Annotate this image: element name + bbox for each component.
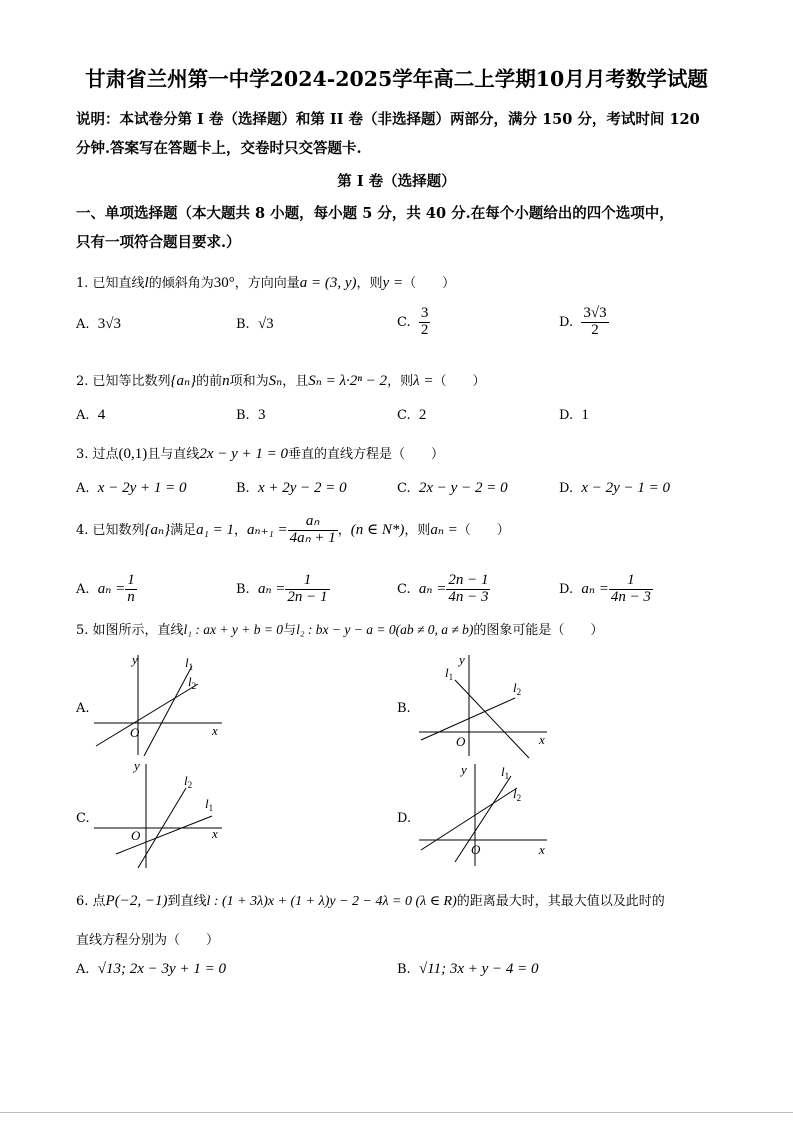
fraction xyxy=(419,306,431,339)
origin-label: O xyxy=(130,725,140,740)
q4-recurrence-fraction xyxy=(288,514,338,547)
q2-option-a xyxy=(76,407,105,424)
q1-line-symbol: l xyxy=(144,275,149,291)
denominator: 4n − 3 xyxy=(448,588,489,605)
option-value: 3√3 xyxy=(97,316,122,332)
option-lhs: aₙ = xyxy=(257,580,286,597)
q4-text-4: ， xyxy=(337,522,351,538)
line-l2 xyxy=(421,698,515,740)
option-label: D. xyxy=(559,581,574,597)
fraction xyxy=(581,306,608,339)
question-3-stem xyxy=(76,443,444,463)
option-label: A. xyxy=(76,481,90,496)
q4-option-b xyxy=(236,573,330,606)
q4-text-5: ，则 xyxy=(404,522,431,538)
q2-option-d xyxy=(559,407,589,424)
q1-option-b xyxy=(236,316,274,333)
x-axis-label: x xyxy=(539,842,545,857)
question-4-stem xyxy=(76,514,510,547)
q6-text-2: 到直线 xyxy=(167,894,207,909)
q1-y: y = xyxy=(382,275,404,291)
q4-option-d xyxy=(559,573,653,606)
q4-an: aₙ = xyxy=(430,521,458,538)
option-label: B. xyxy=(236,408,250,423)
fraction xyxy=(125,573,137,606)
fraction xyxy=(609,573,653,606)
y-axis-label: y xyxy=(132,652,138,667)
q4-recurrence-lhs: aₙ₊₁ = xyxy=(247,521,288,538)
q1-text-1: 1. 已知直线 xyxy=(76,276,145,291)
q1-text-3: ，方向向量 xyxy=(234,276,300,291)
l2-label xyxy=(188,674,196,691)
q2-text-5: ，则 xyxy=(387,374,414,389)
fraction xyxy=(446,573,490,606)
option-value: 1 xyxy=(581,407,589,423)
q6-text-1: 6. 点 xyxy=(76,894,106,909)
q2-n: n xyxy=(222,373,230,389)
l2-subscript: 2 xyxy=(516,793,522,803)
x-axis-label: x xyxy=(539,732,545,747)
option-value: 2x − y − 2 = 0 xyxy=(418,480,508,496)
q2-text-1: 2. 已知等比数列 xyxy=(76,374,171,389)
option-label: C. xyxy=(397,581,411,597)
q3-text-2: 且与直线 xyxy=(147,447,200,462)
denominator: 4aₙ + 1 xyxy=(289,529,336,546)
q5-text-3: 的图象可能是（ ） xyxy=(473,623,604,638)
graph-option-c xyxy=(88,758,228,870)
l2-subscript: 2 xyxy=(191,681,197,691)
q4-bracket: （ ） xyxy=(457,522,510,538)
q4-text-1: 4. 已知数列 xyxy=(76,522,145,538)
q5-l2-equation: l₂ : bx − y − a = 0(ab ≠ 0, a ≠ b) xyxy=(296,622,474,637)
option-value: √11; 3x + y − 4 = 0 xyxy=(418,961,539,977)
q5-option-a-label: A. xyxy=(76,701,90,716)
q2-text-4: ，且 xyxy=(282,374,309,389)
l2-letter: l xyxy=(184,773,188,788)
section-heading-line-2: 只有一项符合题目要求.） xyxy=(76,234,241,251)
q3-text-1: 3. 过点 xyxy=(76,447,119,462)
question-1-stem xyxy=(76,272,455,292)
q1-option-a xyxy=(76,316,121,333)
q2-text-3: 项和为 xyxy=(229,374,269,389)
origin-label: O xyxy=(456,734,466,749)
q2-option-c xyxy=(397,407,426,424)
q3-point: (0,1) xyxy=(118,446,148,462)
q3-option-c xyxy=(397,480,508,497)
numerator: aₙ xyxy=(288,514,338,531)
q5-text-1: 5. 如图所示，直线 xyxy=(76,623,184,638)
q1-angle: 30° xyxy=(213,275,235,291)
q6-option-a xyxy=(76,961,226,978)
l1-letter: l xyxy=(185,655,189,670)
l1-subscript: 1 xyxy=(504,771,510,781)
instructions-line-2: 分钟.答案写在答题卡上，交卷时只交答题卡. xyxy=(76,140,362,157)
l1-label xyxy=(445,665,453,682)
q2-option-b xyxy=(236,407,265,424)
numerator: 2n − 1 xyxy=(448,572,489,588)
option-value: x − 2y + 1 = 0 xyxy=(97,480,187,496)
origin-label: O xyxy=(131,828,141,843)
q4-a1: a₁ = 1 xyxy=(196,521,234,538)
option-label: A. xyxy=(76,581,90,597)
option-value: 2 xyxy=(418,407,427,423)
q4-text-2: 满足 xyxy=(170,522,197,538)
l2-label xyxy=(513,680,521,697)
q3-option-d xyxy=(559,480,670,497)
l1-letter: l xyxy=(501,764,505,779)
option-label: B. xyxy=(236,481,250,496)
q1-text-2: 的倾斜角为 xyxy=(148,276,214,291)
part-title: 第 I 卷（选择题） xyxy=(337,173,456,190)
graph-option-b xyxy=(415,650,555,760)
q1-option-d xyxy=(559,306,609,339)
denominator: 2 xyxy=(420,321,429,338)
option-lhs: aₙ = xyxy=(418,580,447,597)
denominator: 2n − 1 xyxy=(287,588,328,605)
q5-text-2: 与 xyxy=(283,623,297,638)
q1-text-4: ，则 xyxy=(356,276,383,291)
option-value: x + 2y − 2 = 0 xyxy=(257,480,347,496)
question-6-stem xyxy=(76,890,665,910)
page-bottom-divider xyxy=(0,1112,793,1113)
instructions-line-1: 说明：本试卷分第 I 卷（选择题）和第 II 卷（非选择题）两部分，满分 150 分，考试时间 120 xyxy=(76,111,700,128)
l2-letter: l xyxy=(513,786,517,801)
numerator: 1 xyxy=(609,573,653,590)
x-axis-label: x xyxy=(212,826,218,841)
numerator: 3√3 xyxy=(583,305,607,321)
origin-label: O xyxy=(471,842,481,857)
option-label: C. xyxy=(397,481,411,496)
q5-option-d-label: D. xyxy=(397,811,412,826)
denominator: 2 xyxy=(591,321,599,338)
numerator: 1 xyxy=(285,573,329,590)
q3-text-3: 垂直的直线方程是（ ） xyxy=(288,447,445,462)
q6-option-b xyxy=(397,961,539,978)
l1-label xyxy=(205,796,213,813)
l2-subscript: 2 xyxy=(187,780,193,790)
q6-text-3: 的距离最大时，其最大值以及此时的 xyxy=(456,894,665,909)
denominator: 4n − 3 xyxy=(610,588,651,605)
l1-label xyxy=(501,764,509,781)
l2-letter: l xyxy=(188,674,192,689)
l2-letter: l xyxy=(513,680,517,695)
option-lhs: aₙ = xyxy=(97,580,126,597)
x-axis-label: x xyxy=(212,723,218,738)
option-value: 3 xyxy=(257,407,266,423)
y-axis-label: y xyxy=(461,762,467,777)
q1-option-c xyxy=(397,306,430,339)
option-label: A. xyxy=(76,317,90,332)
q3-line: 2x − y + 1 = 0 xyxy=(199,446,288,462)
numerator: 1 xyxy=(127,572,135,588)
option-label: B. xyxy=(236,317,250,332)
option-value: √13; 2x − 3y + 1 = 0 xyxy=(97,961,226,977)
page-title: 甘肃省兰州第一中学2024-2025学年高二上学期10月月考数学试题 xyxy=(85,67,708,91)
y-axis-label: y xyxy=(459,652,465,667)
line-l2 xyxy=(96,684,198,746)
question-2-stem xyxy=(76,370,485,390)
graph-option-a xyxy=(88,650,228,760)
question-5-stem xyxy=(76,619,603,638)
graph-option-d xyxy=(415,758,555,870)
option-value: √3 xyxy=(257,316,274,332)
l1-label xyxy=(185,655,193,672)
q3-option-a xyxy=(76,480,186,497)
option-label: C. xyxy=(397,314,411,330)
q2-sn: Sₙ xyxy=(268,373,283,389)
q5-l1-equation: l₁ : ax + y + b = 0 xyxy=(183,622,284,637)
q2-lambda: λ = xyxy=(413,373,434,389)
numerator: 3 xyxy=(420,305,429,321)
q5-option-c-label: C. xyxy=(76,811,90,826)
option-label: B. xyxy=(236,581,250,597)
section-heading-line-1: 一、单项选择题（本大题共 8 小题，每小题 5 分，共 40 分.在每个小题给出的四个选项中， xyxy=(76,205,674,222)
l1-subscript: 1 xyxy=(188,662,194,672)
q3-option-b xyxy=(236,480,347,497)
q5-option-b-label: B. xyxy=(397,701,411,716)
q4-condition: (n ∈ N*) xyxy=(350,521,405,538)
denominator: n xyxy=(127,588,135,605)
q2-sequence: {aₙ} xyxy=(170,373,197,389)
option-lhs: aₙ = xyxy=(581,580,609,597)
option-value: x − 2y − 1 = 0 xyxy=(581,480,671,496)
q6-point: P(−2, −1) xyxy=(105,893,168,909)
l1-subscript: 1 xyxy=(448,672,454,682)
q1-bracket: （ ） xyxy=(403,276,456,291)
l2-label xyxy=(184,773,192,790)
option-label: D. xyxy=(559,408,574,423)
option-label: A. xyxy=(76,408,90,423)
option-label: B. xyxy=(397,962,411,977)
l1-letter: l xyxy=(445,665,449,680)
q6-line-equation: l : (1 + 3λ)x + (1 + λ)y − 2 − 4λ = 0 (λ ∈ R) xyxy=(206,894,457,909)
q4-sequence: {aₙ} xyxy=(144,521,171,538)
option-label: A. xyxy=(76,962,90,977)
option-label: C. xyxy=(397,408,411,423)
line-l1 xyxy=(144,666,192,756)
option-value: 4 xyxy=(97,407,106,423)
y-axis-label: y xyxy=(134,758,140,773)
q2-text-2: 的前 xyxy=(196,374,223,389)
q2-bracket: （ ） xyxy=(433,374,486,389)
q4-text-3: ， xyxy=(233,522,247,538)
option-label: D. xyxy=(559,481,574,496)
question-6-stem-line-2: 直线方程分别为（ ） xyxy=(76,933,220,948)
q2-formula: Sₙ = λ·2ⁿ − 2 xyxy=(308,373,388,389)
option-label: D. xyxy=(559,314,574,330)
q4-option-a xyxy=(76,573,137,606)
q4-option-c xyxy=(397,573,490,606)
line-l1 xyxy=(455,776,511,862)
fraction xyxy=(285,573,329,606)
q1-vector: a = (3, y) xyxy=(299,275,357,291)
l2-subscript: 2 xyxy=(516,687,522,697)
l1-subscript: 1 xyxy=(208,803,214,813)
l1-letter: l xyxy=(205,796,209,811)
